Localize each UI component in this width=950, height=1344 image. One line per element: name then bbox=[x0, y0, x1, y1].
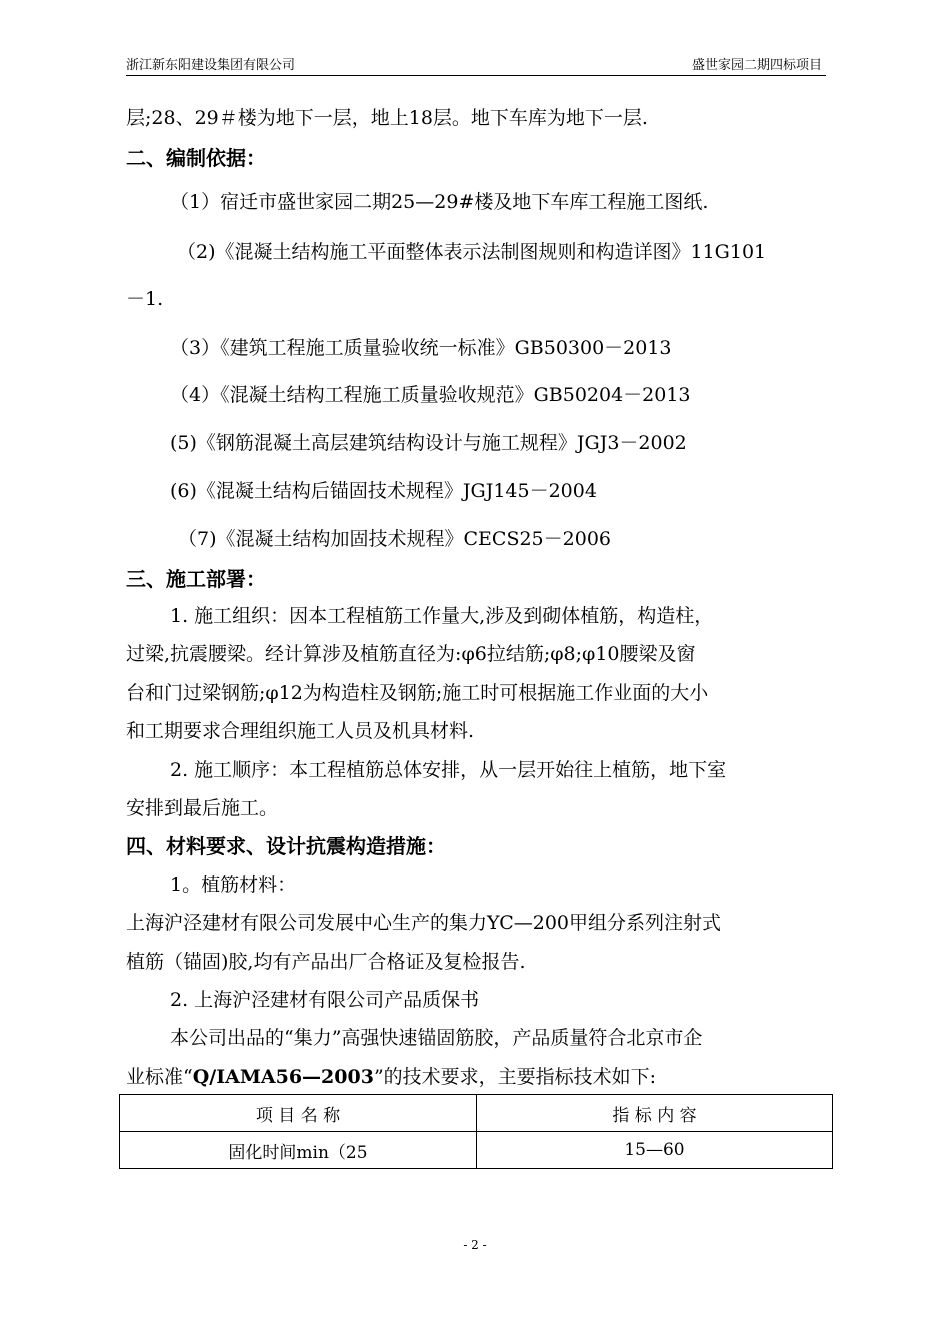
paragraph-line: 安排到最后施工。 bbox=[126, 797, 279, 819]
reference-item-7: （7)《混凝土结构加固技术规程》CECS25－2006 bbox=[178, 528, 611, 550]
reference-item-3: （3）《建筑工程施工质量验收统一标准》GB50300－2013 bbox=[170, 337, 672, 359]
spec-table bbox=[119, 1094, 833, 1169]
page-header bbox=[126, 58, 826, 74]
paragraph-line: 1. 施工组织：因本工程植筋工作量大,涉及到砌体植筋，构造柱， bbox=[170, 605, 714, 627]
paragraph-line: 1。植筋材料： bbox=[170, 874, 297, 896]
reference-item-4: （4）《混凝土结构工程施工质量验收规范》GB50204－2013 bbox=[170, 384, 691, 406]
paragraph-line: 过梁,抗震腰梁。经计算涉及植筋直径为:φ6拉结筋;φ8;φ10腰梁及窗 bbox=[126, 643, 696, 665]
reference-item-2-cont: －1. bbox=[126, 288, 164, 310]
reference-item-1: （1）宿迁市盛世家园二期25—29#楼及地下车库工程施工图纸. bbox=[170, 191, 709, 213]
header-company: 浙江新东阳建设集团有限公司 bbox=[126, 58, 296, 73]
paragraph-line: 和工期要求合理组织施工人员及机具材料. bbox=[126, 720, 475, 742]
section-heading-deployment: 三、施工部署： bbox=[126, 567, 266, 591]
page-number: - 2 - bbox=[463, 1238, 487, 1252]
table-header-cell: 项 目 名 称 bbox=[120, 1095, 477, 1132]
header-divider bbox=[126, 75, 826, 76]
paragraph-line: 层;28、29＃楼为地下一层，地上18层。地下车库为地下一层. bbox=[126, 107, 648, 129]
paragraph-line: 植筋（锚固)胶,均有产品出厂合格证及复检报告. bbox=[126, 951, 526, 973]
standard-code: Q/IAMA56—2003 bbox=[192, 1066, 374, 1088]
table-header-row bbox=[120, 1095, 833, 1132]
text-run: 业标准“ bbox=[126, 1066, 193, 1088]
reference-item-6: (6)《混凝土结构后锚固技术规程》JGJ145－2004 bbox=[170, 480, 597, 502]
paragraph-line: 台和门过梁钢筋;φ12为构造柱及钢筋;施工时可根据施工作业面的大小 bbox=[126, 682, 709, 704]
text-run: ”的技术要求，主要指标技术如下: bbox=[373, 1066, 657, 1088]
section-heading-materials: 四、材料要求、设计抗震构造措施： bbox=[126, 834, 446, 858]
header-project: 盛世家园二期四标项目 bbox=[691, 58, 822, 73]
table-cell: 固化时间min（25 bbox=[120, 1132, 477, 1169]
paragraph-line: 上海沪泾建材有限公司发展中心生产的集力YC—200甲组分系列注射式 bbox=[126, 912, 722, 934]
table-row bbox=[120, 1132, 833, 1169]
table-header-cell: 指 标 内 容 bbox=[477, 1095, 833, 1132]
section-heading-basis: 二、编制依据： bbox=[126, 146, 266, 170]
reference-item-5: (5)《钢筋混凝土高层建筑结构设计与施工规程》JGJ3－2002 bbox=[170, 432, 687, 454]
paragraph-line: 本公司出品的“集力”高强快速锚固筋胶，产品质量符合北京市企 bbox=[170, 1027, 703, 1049]
table-cell: 15—60 bbox=[477, 1132, 833, 1169]
paragraph-line bbox=[126, 1065, 656, 1089]
reference-item-2: （2)《混凝土结构施工平面整体表示法制图规则和构造详图》11G101 bbox=[177, 241, 767, 263]
paragraph-line: 2. 施工顺序：本工程植筋总体安排，从一层开始往上植筋，地下室 bbox=[170, 759, 727, 781]
paragraph-line: 2. 上海沪泾建材有限公司产品质保书 bbox=[170, 989, 480, 1011]
